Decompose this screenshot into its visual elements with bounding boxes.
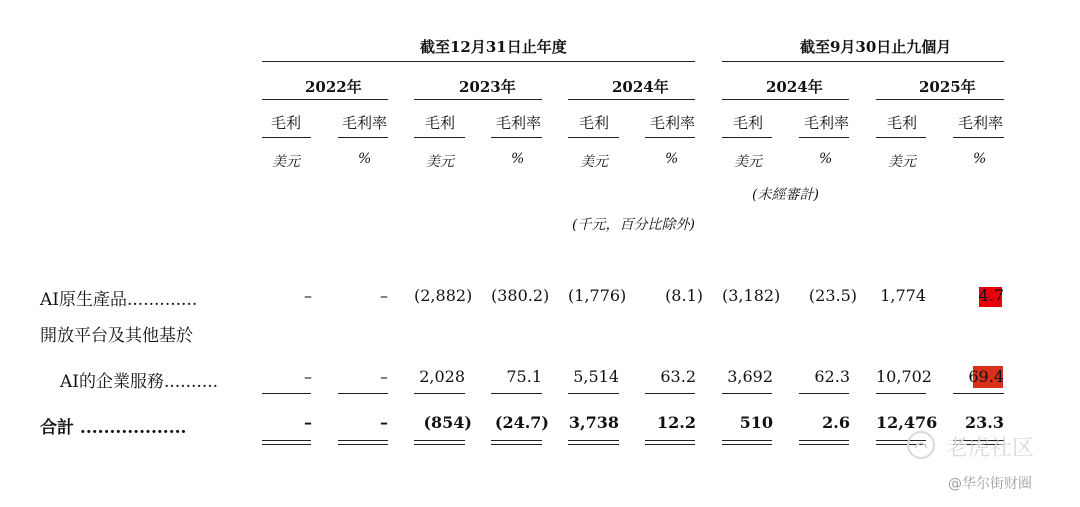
col-label: 毛利: [887, 114, 918, 132]
col-label: 毛利: [425, 114, 456, 132]
cell-total: 12,476: [876, 413, 938, 432]
col-label: 毛利率: [958, 114, 1004, 132]
subtotal-line: [722, 393, 772, 394]
cell-value: 62.3: [814, 367, 850, 386]
col-label: 毛利: [579, 114, 610, 132]
divider-year-2023: [414, 99, 542, 100]
total-double-line: [799, 440, 849, 445]
cell-value: 2,028: [419, 367, 465, 386]
subtotal-line: [953, 393, 1004, 394]
total-double-line: [414, 440, 465, 445]
thousands-note: (千元，百分比除外): [572, 217, 695, 233]
col-label: 毛利: [271, 114, 302, 132]
unaudited-note: (未經審計): [752, 187, 819, 203]
subtotal-line: [876, 393, 926, 394]
divider-fiscal-year: [262, 61, 695, 62]
cell-value: –: [304, 286, 312, 305]
unit-label: 美元: [734, 154, 762, 170]
row-label-total: 合計 ..................: [40, 418, 187, 438]
cell-value: 63.2: [660, 367, 696, 386]
cell-value: (1,776): [568, 286, 627, 305]
row-label-open-platform-1: 開放平台及其他基於: [40, 326, 193, 346]
subtotal-line: [262, 393, 311, 394]
divider-year-2024: [568, 99, 695, 100]
cell-value: –: [380, 367, 388, 386]
cell-value: (380.2): [491, 286, 550, 305]
divider-year-2024-nine: [722, 99, 849, 100]
unit-label: %: [973, 151, 987, 167]
col-underline: [722, 137, 772, 138]
col-label: 毛利率: [342, 114, 388, 132]
unit-label: %: [819, 151, 833, 167]
total-double-line: [262, 440, 311, 445]
col-underline: [262, 137, 311, 138]
unit-label: %: [358, 151, 372, 167]
divider-nine-months: [722, 61, 1004, 62]
cell-total: 12.2: [657, 413, 696, 432]
cell-total: (24.7): [494, 413, 549, 432]
cell-value: 1,774: [880, 286, 926, 305]
cell-value-highlighted: 69.4: [968, 367, 1004, 386]
cell-value: (2,882): [414, 286, 473, 305]
total-double-line: [645, 440, 695, 445]
subtotal-line: [645, 393, 695, 394]
cell-value: 5,514: [573, 367, 619, 386]
divider-year-2022: [262, 99, 388, 100]
cell-value: 75.1: [506, 367, 542, 386]
col-label: 毛利率: [804, 114, 850, 132]
year-2025-nine: 2025年: [919, 78, 976, 96]
unit-label: %: [665, 151, 679, 167]
header-fiscal-year: 截至12月31日止年度: [420, 38, 567, 56]
row-label-ai-native: AI原生產品.............: [40, 290, 198, 310]
cell-total: –: [380, 413, 388, 432]
col-underline: [876, 137, 926, 138]
total-double-line: [338, 440, 388, 445]
cell-value: 3,692: [727, 367, 773, 386]
watermark-wallstreet: @华尔街财圈: [948, 476, 1032, 492]
cell-total: 510: [739, 413, 773, 432]
col-label: 毛利率: [496, 114, 542, 132]
col-underline: [645, 137, 695, 138]
unit-label: %: [511, 151, 525, 167]
total-double-line: [722, 440, 772, 445]
cell-value: 10,702: [876, 367, 932, 386]
cell-value: –: [304, 367, 312, 386]
subtotal-line: [338, 393, 388, 394]
watermark-tiger-community: 老虎社区: [946, 436, 1035, 461]
cell-total: –: [304, 413, 312, 432]
year-2022: 2022年: [305, 78, 362, 96]
year-2023: 2023年: [459, 78, 516, 96]
cell-value: (3,182): [722, 286, 781, 305]
cell-value: (23.5): [808, 286, 857, 305]
tiger-community-logo-icon: [906, 430, 936, 460]
col-label: 毛利率: [650, 114, 696, 132]
total-double-line: [568, 440, 619, 445]
cell-total: (854): [423, 413, 472, 432]
subtotal-line: [799, 393, 849, 394]
col-underline: [953, 137, 1004, 138]
subtotal-line: [414, 393, 465, 394]
year-2024-nine: 2024年: [766, 78, 823, 96]
cell-value: (8.1): [665, 286, 703, 305]
col-underline: [568, 137, 619, 138]
col-underline: [414, 137, 465, 138]
year-2024: 2024年: [612, 78, 669, 96]
cell-value-highlighted: 4.7: [978, 286, 1004, 305]
unit-label: 美元: [580, 154, 608, 170]
subtotal-line: [568, 393, 619, 394]
cell-total: 23.3: [965, 413, 1004, 432]
row-label-open-platform-2: AI的企業服務..........: [60, 372, 219, 392]
subtotal-line: [491, 393, 542, 394]
unit-label: 美元: [888, 154, 916, 170]
unit-label: 美元: [272, 154, 300, 170]
col-label: 毛利: [733, 114, 764, 132]
cell-total: 3,738: [568, 413, 619, 432]
col-underline: [491, 137, 542, 138]
cell-total: 2.6: [822, 413, 850, 432]
header-nine-months: 截至9月30日止九個月: [800, 38, 952, 56]
col-underline: [799, 137, 849, 138]
col-underline: [338, 137, 388, 138]
unit-label: 美元: [426, 154, 454, 170]
divider-year-2025-nine: [876, 99, 1004, 100]
total-double-line: [491, 440, 542, 445]
cell-value: –: [380, 286, 388, 305]
